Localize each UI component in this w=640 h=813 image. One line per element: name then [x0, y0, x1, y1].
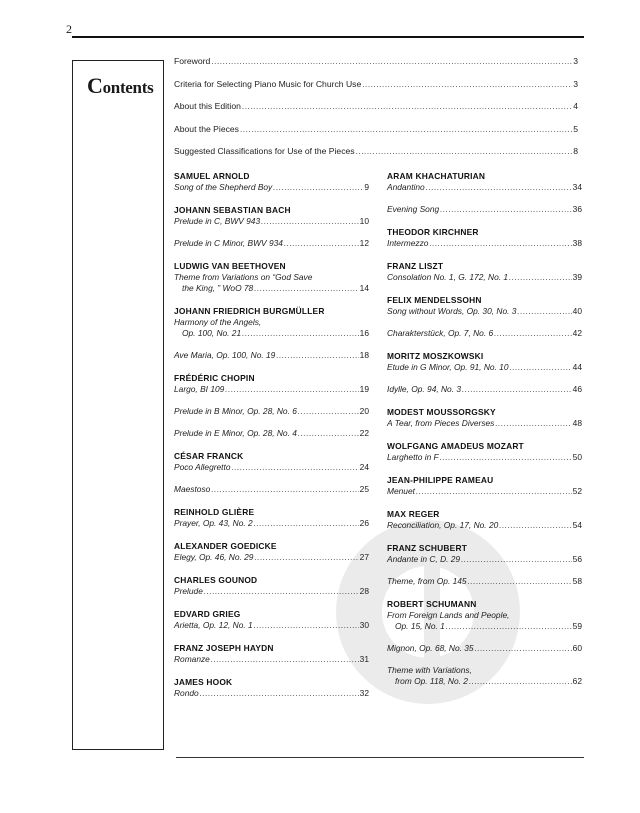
left-column [174, 171, 369, 711]
piece-entry [387, 272, 582, 283]
dot-leader [429, 238, 571, 249]
piece-page: 42 [572, 328, 582, 338]
piece-page: 12 [359, 238, 369, 248]
piece-title: Reconciliation, Op. 17, No. 20 [387, 520, 499, 530]
dot-leader [204, 586, 359, 597]
dot-leader [440, 452, 572, 463]
piece-entry [174, 406, 369, 417]
piece-title: Larghetto in F [387, 452, 439, 462]
piece-title: Romanze [174, 654, 210, 664]
piece-title: from Op. 118, No. 2 [395, 676, 468, 686]
piece-title: Op. 15, No. 1 [395, 621, 445, 631]
piece-entry [387, 554, 582, 565]
composer-name: ROBERT SCHUMANN [387, 599, 477, 609]
composer-name: EDVARD GRIEG [174, 609, 241, 619]
composer-group [387, 171, 582, 215]
dot-leader [211, 57, 572, 66]
dot-leader [468, 576, 572, 587]
piece-title: Prelude [174, 586, 203, 596]
piece-entry [387, 486, 582, 497]
piece-entry [174, 182, 369, 193]
piece-title: Prelude in C, BWV 943 [174, 216, 261, 226]
composer-name: THEODOR KIRCHNER [387, 227, 479, 237]
piece-entry [387, 204, 582, 215]
dot-leader [499, 520, 571, 531]
piece-entry [174, 238, 369, 249]
piece-entry [174, 350, 369, 361]
dot-leader [461, 554, 572, 565]
composer-name: MODEST MOUSSORGSKY [387, 407, 496, 417]
piece-page: 19 [359, 384, 369, 394]
composer-group [387, 475, 582, 497]
piece-page: 24 [359, 462, 369, 472]
piece-page: 46 [572, 384, 582, 394]
dot-leader [469, 676, 572, 687]
piece-page: 34 [572, 182, 582, 192]
composer-group [174, 261, 369, 294]
dot-leader [232, 462, 359, 473]
piece-entry [174, 428, 369, 439]
piece-entry [174, 620, 369, 631]
composer-group [174, 205, 369, 249]
dot-leader [356, 147, 573, 156]
composer-group [387, 407, 582, 429]
piece-entry [174, 688, 369, 699]
composer-group [387, 227, 582, 249]
toc-entry-title: About this Edition [174, 101, 241, 111]
piece-entry [387, 676, 582, 687]
contents-sidebar [72, 60, 164, 750]
piece-title: Prayer, Op. 43, No. 2 [174, 518, 253, 528]
piece-title: Arietta, Op. 12, No. 1 [174, 620, 253, 630]
dot-leader [509, 272, 572, 283]
piece-title: Idylle, Op. 94, No. 3 [387, 384, 462, 394]
piece-entry [387, 362, 582, 373]
piece-title: Menuet [387, 486, 415, 496]
composer-group [387, 599, 582, 687]
piece-title: Prelude in B Minor, Op. 28, No. 6 [174, 406, 297, 416]
composer-group [174, 643, 369, 665]
composer-name: ALEXANDER GOEDICKE [174, 541, 277, 551]
dot-leader [261, 216, 359, 227]
piece-entry [174, 586, 369, 597]
piece-entry [174, 283, 369, 294]
toc-entry [174, 79, 578, 102]
piece-title: Op. 100, No. 21 [182, 328, 242, 338]
dot-leader [510, 362, 572, 373]
dot-leader [211, 484, 358, 495]
dot-leader [298, 406, 359, 417]
piece-entry [174, 216, 369, 227]
piece-title: Song of the Shepherd Boy [174, 182, 273, 192]
piece-entry [174, 462, 369, 473]
toc-entry-page: 8 [573, 146, 578, 156]
composer-name: FRANZ SCHUBERT [387, 543, 468, 553]
toc-entry [174, 56, 578, 79]
dot-leader [254, 283, 358, 294]
composer-group [174, 373, 369, 439]
dot-leader [462, 384, 572, 395]
piece-title: Consolation No. 1, G. 172, No. 1 [387, 272, 509, 282]
bottom-rule [176, 757, 584, 758]
dot-leader [254, 620, 359, 631]
piece-page: 36 [572, 204, 582, 214]
piece-entry [387, 621, 582, 632]
composer-group [387, 509, 582, 531]
piece-title: Etude in G Minor, Op. 91, No. 10 [387, 362, 509, 372]
piece-title: Mignon, Op. 68, No. 35 [387, 643, 474, 653]
composer-group [174, 575, 369, 597]
piece-title: Poco Allegretto [174, 462, 231, 472]
dot-leader [242, 328, 359, 339]
piece-title: Elegy, Op. 46, No. 29 [174, 552, 254, 562]
piece-title: Charakterstück, Op. 7, No. 6 [387, 328, 494, 338]
piece-title: Prelude in E Minor, Op. 28, No. 4 [174, 428, 297, 438]
composer-name: REINHOLD GLIÈRE [174, 507, 255, 517]
toc-entry-page: 4 [573, 101, 578, 111]
toc-entry-page: 3 [573, 78, 578, 89]
dot-leader [475, 643, 572, 654]
composer-name: MORITZ MOSZKOWSKI [387, 351, 484, 361]
composer-name: JOHANN FRIEDRICH BURGMÜLLER [174, 306, 325, 316]
composer-name: FRANZ LISZT [387, 261, 444, 271]
piece-page: 10 [359, 216, 369, 226]
composer-name: FELIX MENDELSSOHN [387, 295, 482, 305]
piece-title: Largo, BI 109 [174, 384, 225, 394]
composer-group [174, 451, 369, 495]
piece-entry [174, 484, 369, 495]
piece-page: 28 [359, 586, 369, 596]
toc-entry-page: 5 [573, 123, 578, 134]
composer-name: ARAM KHACHATURIAN [387, 171, 486, 181]
dot-leader [446, 621, 572, 632]
contents-heading [87, 73, 153, 99]
piece-page: 38 [572, 238, 582, 248]
composer-group [387, 543, 582, 587]
piece-entry [387, 328, 582, 339]
dot-leader [276, 350, 358, 361]
piece-page: 20 [359, 406, 369, 416]
right-column [387, 171, 582, 699]
composer-name: FRÉDÉRIC CHOPIN [174, 373, 255, 383]
piece-entry [387, 182, 582, 193]
toc-entry-title: Criteria for Selecting Piano Music for Church Use [174, 78, 362, 89]
piece-title: A Tear, from Pieces Diverses [387, 418, 495, 428]
dot-leader [517, 306, 571, 317]
dot-leader [284, 238, 359, 249]
piece-entry [387, 418, 582, 429]
dot-leader [240, 125, 572, 134]
contents-heading-initial: C [87, 73, 103, 98]
composer-name: CHARLES GOUNOD [174, 575, 258, 585]
piece-page: 9 [364, 182, 369, 192]
composer-group [174, 677, 369, 699]
piece-entry [387, 576, 582, 587]
composer-group [387, 295, 582, 339]
piece-title: Ave Maria, Op. 100, No. 19 [174, 350, 276, 360]
toc-entry [174, 101, 578, 124]
piece-title: Theme, from Op. 145 [387, 576, 467, 586]
composer-name: JEAN-PHILIPPE RAMEAU [387, 475, 494, 485]
piece-entry [387, 643, 582, 654]
piece-entry [387, 306, 582, 317]
dot-leader [211, 654, 359, 665]
front-matter-list [174, 56, 578, 169]
composer-name: CÉSAR FRANCK [174, 451, 244, 461]
piece-title-line: Harmony of the Angels, [174, 317, 262, 327]
composer-group [387, 441, 582, 463]
dot-leader [200, 688, 359, 699]
dot-leader [254, 552, 358, 563]
piece-title: Prelude in C Minor, BWV 934 [174, 238, 283, 248]
piece-title-line: Theme with Variations, [387, 665, 472, 675]
toc-entry-title: Suggested Classifications for Use of the Pieces [174, 146, 355, 156]
piece-page: 39 [572, 272, 582, 282]
piece-title: Andante in C, D. 29 [387, 554, 461, 564]
dot-leader [254, 518, 359, 529]
piece-page: 26 [359, 518, 369, 528]
dot-leader [273, 182, 363, 193]
composer-group [174, 609, 369, 631]
composer-group [174, 507, 369, 529]
piece-page: 22 [359, 428, 369, 438]
piece-entry [174, 518, 369, 529]
piece-entry [387, 238, 582, 249]
composer-group [387, 351, 582, 395]
page-number: 2 [66, 22, 72, 36]
piece-entry [174, 328, 369, 339]
contents-heading-rest: ontents [102, 78, 154, 97]
toc-entry-title: About the Pieces [174, 123, 239, 134]
piece-page: 59 [572, 621, 582, 631]
piece-title: Evening Song [387, 204, 440, 214]
piece-page: 54 [572, 520, 582, 530]
piece-page: 30 [359, 620, 369, 630]
dot-leader [225, 384, 358, 395]
piece-page: 58 [572, 576, 582, 586]
piece-page: 25 [359, 484, 369, 494]
piece-page: 52 [572, 486, 582, 496]
piece-title: Maestoso [174, 484, 211, 494]
top-rule [72, 36, 584, 38]
piece-page: 31 [359, 654, 369, 664]
composer-name: SAMUEL ARNOLD [174, 171, 250, 181]
piece-page: 62 [572, 676, 582, 686]
piece-page: 27 [359, 552, 369, 562]
composer-name: JAMES HOOK [174, 677, 233, 687]
piece-page: 18 [359, 350, 369, 360]
composer-name: MAX REGER [387, 509, 440, 519]
toc-entry [174, 146, 578, 169]
toc-entry-page: 3 [573, 56, 578, 66]
piece-page: 56 [572, 554, 582, 564]
piece-page: 40 [572, 306, 582, 316]
piece-title: Intermezzo [387, 238, 429, 248]
dot-leader [242, 102, 572, 111]
composer-group [387, 261, 582, 283]
piece-entry [387, 520, 582, 531]
dot-leader [298, 428, 359, 439]
composer-name: FRANZ JOSEPH HAYDN [174, 643, 274, 653]
piece-page: 50 [572, 452, 582, 462]
dot-leader [416, 486, 572, 497]
piece-title: the King, ” WoO 78 [182, 283, 254, 293]
composer-group [174, 541, 369, 563]
composer-name: JOHANN SEBASTIAN BACH [174, 205, 291, 215]
piece-page: 14 [359, 283, 369, 293]
dot-leader [440, 204, 572, 215]
piece-entry [174, 384, 369, 395]
toc-entry-title: Foreword [174, 56, 211, 66]
piece-entry [387, 452, 582, 463]
toc-entry [174, 124, 578, 147]
composer-group [174, 306, 369, 361]
piece-title: Song without Words, Op. 30, No. 3 [387, 306, 517, 316]
piece-page: 16 [359, 328, 369, 338]
dot-leader [494, 328, 572, 339]
piece-entry [174, 552, 369, 563]
piece-page: 60 [572, 643, 582, 653]
piece-page: 32 [359, 688, 369, 698]
dot-leader [362, 80, 572, 89]
dot-leader [426, 182, 572, 193]
piece-title: Andantino [387, 182, 425, 192]
dot-leader [495, 418, 571, 429]
piece-page: 48 [572, 418, 582, 428]
piece-entry [174, 654, 369, 665]
piece-title-line: From Foreign Lands and People, [387, 610, 510, 620]
piece-title: Rondo [174, 688, 199, 698]
piece-page: 44 [572, 362, 582, 372]
composer-name: LUDWIG VAN BEETHOVEN [174, 261, 286, 271]
composer-name: WOLFGANG AMADEUS MOZART [387, 441, 524, 451]
composer-group [174, 171, 369, 193]
piece-entry [387, 384, 582, 395]
piece-title-line: Theme from Variations on “God Save [174, 272, 313, 282]
